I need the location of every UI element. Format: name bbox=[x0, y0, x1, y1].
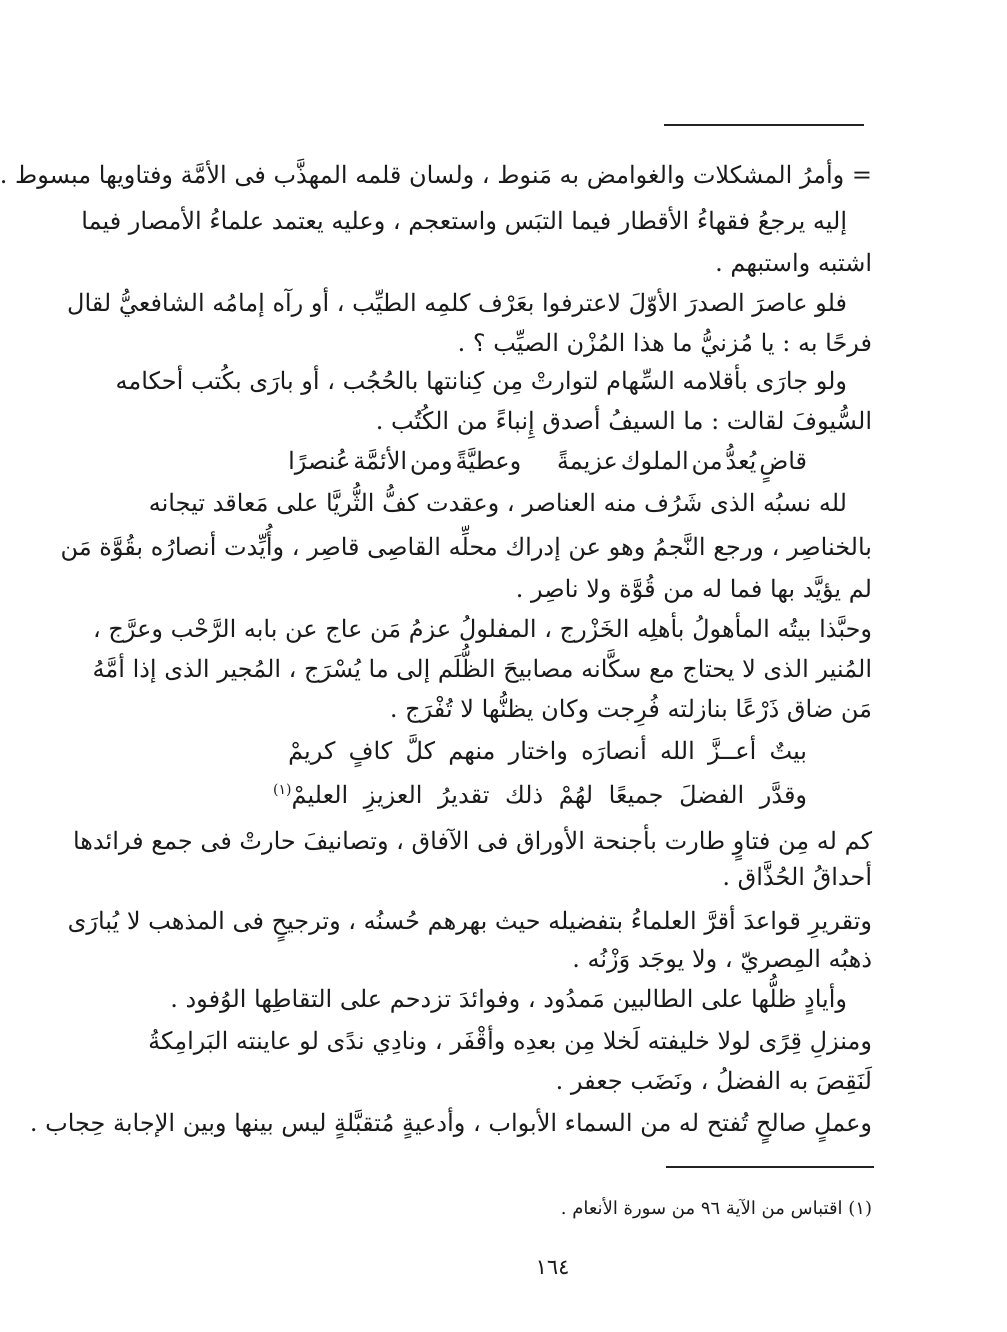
footnote: (١) اقتباس من الآية ٩٦ من سورة الأنعام . bbox=[560, 1198, 872, 1219]
text-line: كم له مِن فتاوٍ طارت بأجنحة الأوراق فى الآفاق ، وتصانيفَ حارتْ فى جمع فرائدها bbox=[72, 827, 872, 855]
verse-word-with-footnote: العليمْ$^{(١)}$ bbox=[273, 781, 349, 809]
text-line: فلو عاصرَ الصدرَ الأوّلَ لاعترفوا بعَرْف كلمِه الطيِّب ، أو رآه إمامُه الشافعيُّ لقال bbox=[67, 289, 847, 317]
verse-word: قاضٍ bbox=[759, 447, 807, 475]
verse-word: من bbox=[691, 447, 723, 475]
page-number: ١٦٤ bbox=[535, 1255, 570, 1279]
verse-word: الفضلَ bbox=[679, 781, 745, 809]
text-line: أحداقُ الحُذَّاق . bbox=[722, 863, 872, 891]
verse-line-1 bbox=[288, 438, 807, 484]
verse-word: كافٍ bbox=[348, 737, 393, 765]
verse-word: ذلك bbox=[504, 781, 544, 809]
footnote-marker[interactable]: (١) bbox=[273, 782, 292, 798]
text-line: لَنَقِصَ به الفضلُ ، ونَضَب جعفر . bbox=[555, 1067, 872, 1095]
text-line: المُنير الذى لا يحتاج مع سكَّانه مصابيحَ الظُّلَم إلى ما يُسْرَج ، المُجير الذى إذا أمَّهُ bbox=[92, 655, 872, 683]
verse-word: ومن bbox=[409, 447, 453, 475]
verse-word: منهم bbox=[448, 737, 496, 765]
text-line: ولو جارَى بأقلامه السِّهام لتوارتْ مِن كِنانتها بالحُجُب ، أو بارَى بكُتب أحكامه bbox=[115, 367, 847, 395]
text-line: وحبَّذا بيتُه المأهولُ بأهلِه الخَزْرج ، المفلولُ عزمُ مَن عاج عن بابه الرَّحْب وعرَّج ، bbox=[92, 615, 872, 643]
text-line: إليه يرجعُ فقهاءُ الأقطار فيما التبَس واستعجم ، وعليه يعتمد علماءُ الأمصار فيما bbox=[81, 207, 847, 235]
text-line: لم يؤيَّد بها فما له من قُوَّة ولا ناصِر . bbox=[515, 575, 872, 603]
text-line: لله نسبُه الذى شَرُف منه العناصر ، وعقدت كفُّ الثُّريَّا على مَعاقد تيجانه bbox=[148, 489, 847, 517]
text-line: فرحًا به : يا مُزنيُّ ما هذا المُزْن الصيِّب ؟ . bbox=[457, 329, 872, 357]
verse-word: لهُمْ bbox=[558, 781, 594, 809]
verse-word: تقديرُ bbox=[438, 781, 490, 809]
verse-word: أعــزَّ bbox=[707, 737, 757, 765]
verse-word: كريمْ bbox=[288, 737, 336, 765]
verse-word: بيتٌ bbox=[769, 737, 807, 765]
text-line: وعملٍ صالحٍ تُفتح له من السماء الأبواب ، وأدعيةٍ مُتقبَّلةٍ ليس بينها وبين الإجابة حِجاب . bbox=[29, 1109, 872, 1137]
verse-line-2 bbox=[288, 728, 807, 774]
verse-word: أنصارَه bbox=[581, 737, 647, 765]
verse-word: الأئمَّة bbox=[353, 447, 408, 475]
verse-word: وعطيَّةً bbox=[455, 447, 522, 475]
verse-word: العزيزِ bbox=[363, 781, 423, 809]
text-line: السُّيوفَ لقالت : ما السيفُ أصدق إِنباءً من الكُتُب . bbox=[375, 407, 872, 435]
text-line: = وأمرُ المشكلات والغوامض به مَنوط ، ولسان قلمه المهذَّب فى الأمَّة وفتاويها مبسوط . bbox=[0, 161, 872, 189]
text-line: بالخناصِر ، ورجع النَّجمُ وهو عن إدراك محلِّه القاصِى قاصِر ، وأُيِّدت أنصارُه بقُوَّة مَن bbox=[60, 533, 872, 561]
verse-word: عُنصرًا bbox=[288, 447, 351, 475]
verse-word: جميعًا bbox=[608, 781, 664, 809]
footnote-rule bbox=[666, 1166, 874, 1168]
verse-word: كلَّ bbox=[405, 737, 436, 765]
verse-line-3 bbox=[273, 772, 807, 818]
verse-word: عزيمةً bbox=[556, 447, 618, 475]
text-line: وتقريرِ قواعدَ أقرَّ العلماءُ بتفضيله حيث بهرهم حُسنُه ، وترجيحٍ فى المذهب لا يُبارَى bbox=[67, 907, 872, 935]
verse-word: الملوك bbox=[620, 447, 689, 475]
text-line: ذهبُه المِصريّ ، ولا يوجَد وَزْنُه . bbox=[572, 945, 872, 973]
verse-word: واختار bbox=[508, 737, 568, 765]
text-line: ومنزلِ قِرًى لولا خليفته لَخلا مِن بعدِه وأقْفَر ، ونادِي ندًى لو عاينته البَرامِكةُ bbox=[148, 1027, 872, 1055]
verse-word: يُعدُّ bbox=[725, 447, 757, 475]
text-line: اشتبه واستبهم . bbox=[715, 249, 872, 277]
verse-word: الله bbox=[659, 737, 695, 765]
text-line: مَن ضاق ذَرْعًا بنازلته فُرِجت وكان يظنُّها لا تُفْرَج . bbox=[389, 695, 872, 723]
text-line: وأيادٍ ظلُّها على الطالبين مَمدُود ، وفوائدَ تزدحم على التقاطِها الوُفود . bbox=[170, 985, 847, 1013]
footnote-continuation-rule bbox=[664, 124, 864, 126]
verse-word: وقدَّر bbox=[759, 781, 807, 809]
